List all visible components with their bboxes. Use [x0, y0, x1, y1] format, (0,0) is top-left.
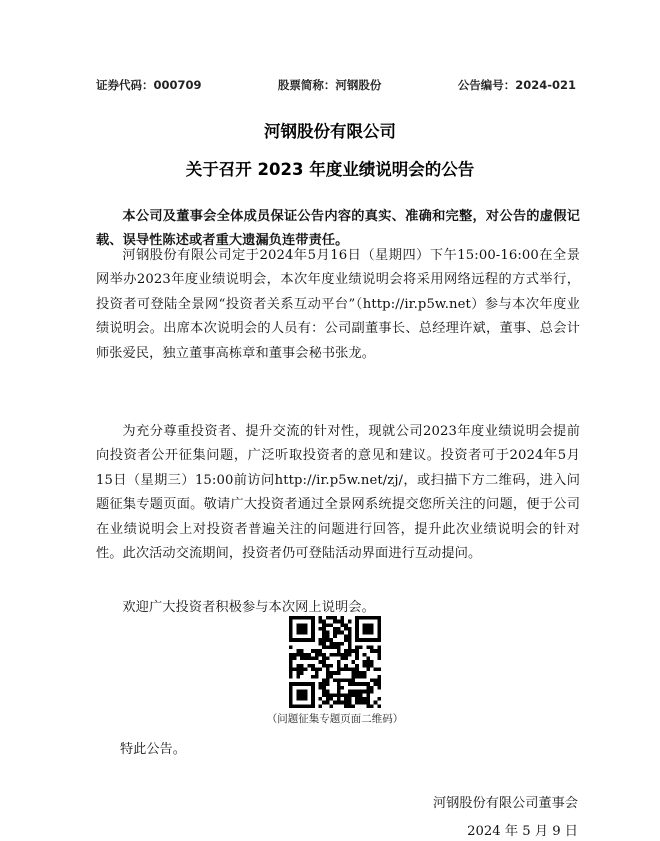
board-guarantee-notice: 本公司及董事会全体成员保证公告内容的真实、准确和完整，对公告的虚假记载、误导性陈述或者重大遗漏负连带责任。 — [96, 209, 580, 248]
document-header — [96, 77, 576, 93]
paragraph-welcome: 欢迎广大投资者积极参与本次网上说明会。 — [122, 600, 375, 615]
qr-caption: （问题征集专题页面二维码） — [266, 713, 404, 725]
announcement-number: 公告编号：2024-021 — [457, 78, 576, 92]
company-title: 河钢股份有限公司 — [264, 122, 396, 141]
signature-company: 河钢股份有限公司董事会 — [432, 796, 578, 811]
paragraph-meeting-details: 河钢股份有限公司定于2024年5月16日（星期四）下午15:00-16:00在全景网举办2023年度业绩说明会，本次年度业绩说明会将采用网络远程的方式举行，投资者可登陆全景网“投资者关系互动平台”（http://ir.p5w.net）参与本次年度业绩说明会。出席本次说明会的人员有：公司副董事长、总经理许斌，董事、总会计师张爱民，独立董事高栋章和董事会秘书张龙。 — [96, 248, 580, 361]
closing-remark: 特此公告。 — [120, 742, 186, 757]
paragraph-question-collection: 为充分尊重投资者、提升交流的针对性，现就公司2023年度业绩说明会提前向投资者公开征集问题，广泛听取投资者的意见和建议。投资者可于2024年5月15日（星期三）15:00前访问http://ir.p5w.net/zj/，或扫描下方二维码，进入问题征集专题页面。敬请广大投资者通过全景网系统提交您所关注的问题，便于公司在业绩说明会上对投资者普遍关注的问题进行回答，提升此次业绩说明会的针对性。此次活动交流期间，投资者仍可登陆活动界面进行互动提问。 — [96, 424, 580, 562]
announcement-title: 关于召开 2023 年度业绩说明会的公告 — [185, 160, 475, 179]
stock-name: 股票简称：河钢股份 — [277, 78, 382, 92]
stock-code: 证券代码：000709 — [96, 78, 202, 92]
signature-date: 2024 年 5 月 9 日 — [467, 824, 578, 839]
qr-code[interactable] — [289, 616, 381, 708]
